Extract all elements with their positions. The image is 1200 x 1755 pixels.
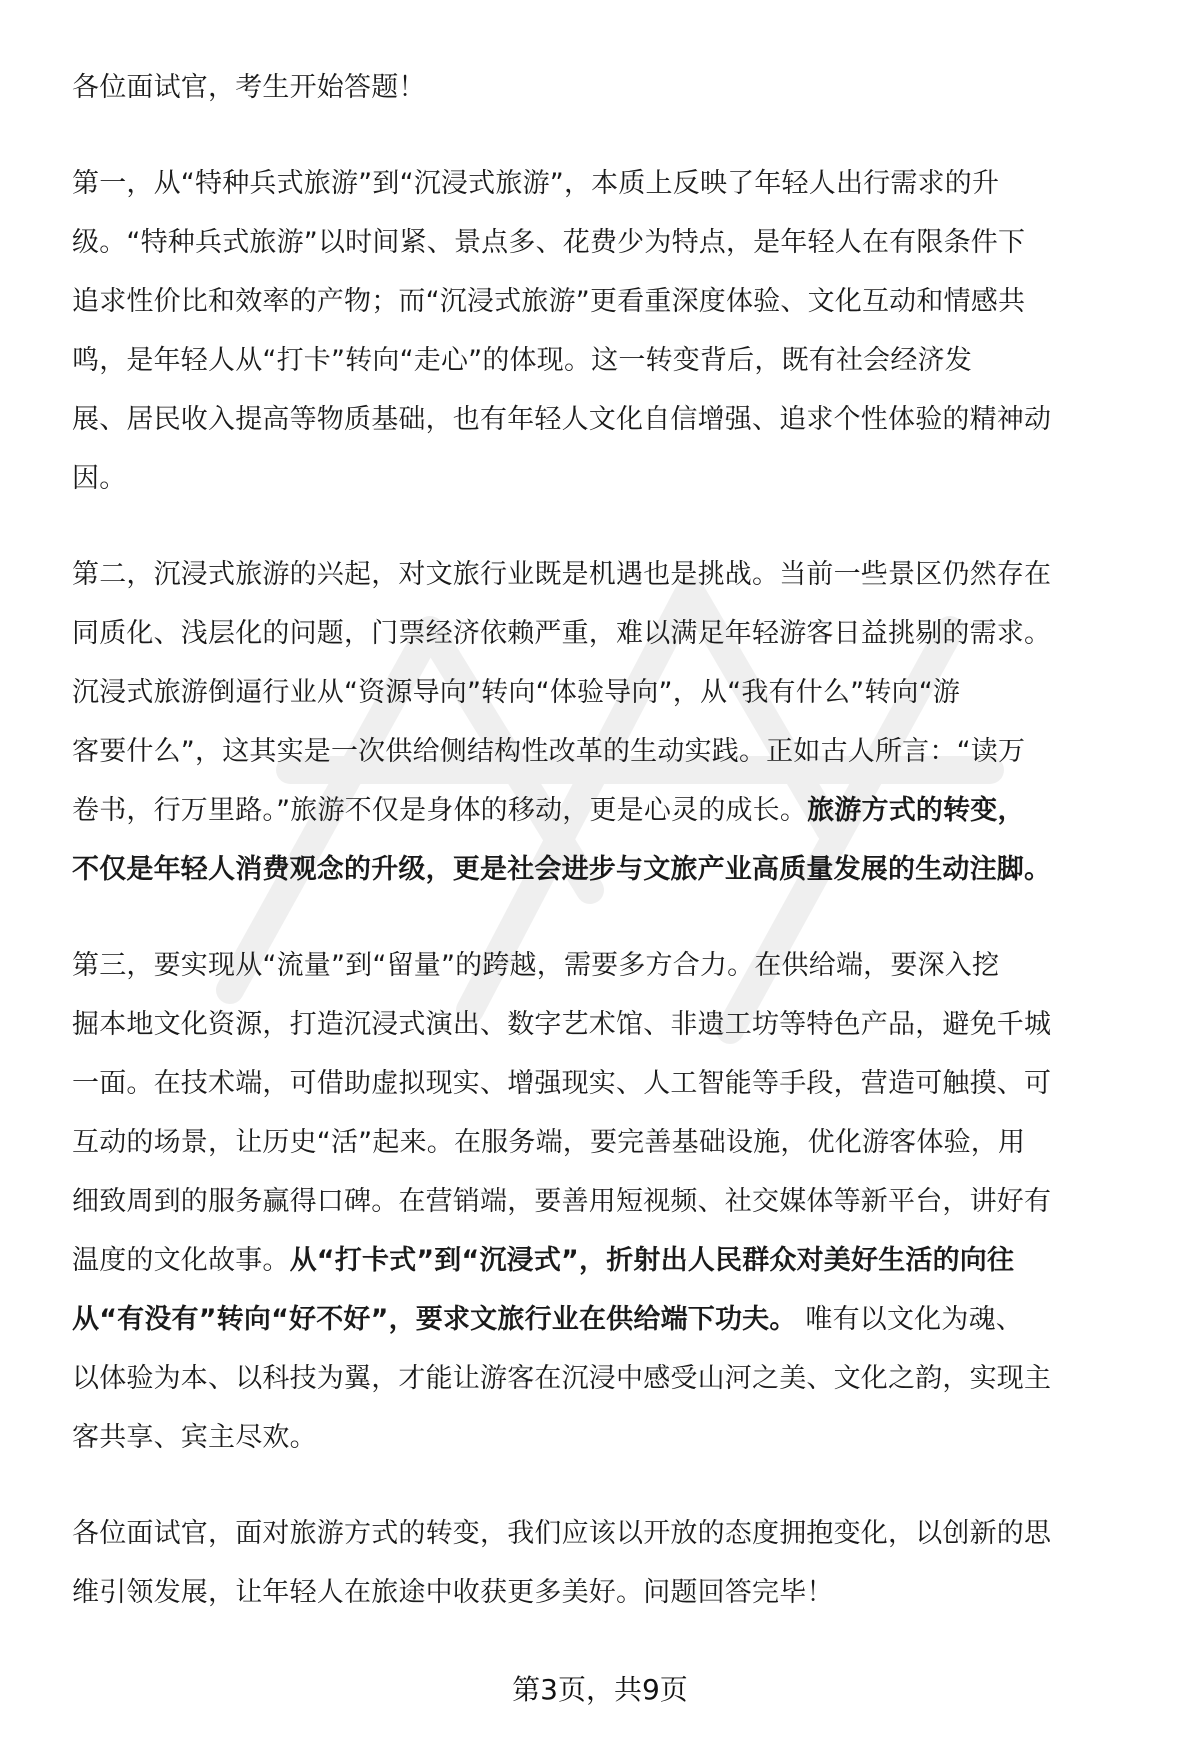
paragraph-gap	[72, 508, 1146, 545]
paragraph-gap	[72, 117, 1146, 154]
paragraph-gap	[72, 899, 1146, 936]
text-line: 第一，从“特种兵式旅游”到“沉浸式旅游”，本质上反映了年轻人出行需求的升	[72, 168, 1000, 199]
text-line: 各位面试官，面对旅游方式的转变，我们应该以开放的态度拥抱变化，以创新的思	[72, 1518, 1052, 1549]
text-segment: 卷书，行万里路。”旅游不仅是身体的移动，更是心灵的成长。	[72, 795, 808, 826]
text-line: 一面。在技术端，可借助虚拟现实、增强现实、人工智能等手段，营造可触摸、可	[72, 1068, 1052, 1099]
text-line: 客要什么”，这其实是一次供给侧结构性改革的生动实践。正如古人所言：“读万	[72, 736, 1026, 767]
text-line: 追求性价比和效率的产物；而“沉浸式旅游”更看重深度体验、文化互动和情感共	[72, 286, 1026, 317]
text-line	[72, 781, 1146, 840]
text-line: 展、居民收入提高等物质基础，也有年轻人文化自信增强、追求个性体验的精神动	[72, 404, 1052, 435]
text-segment: 温度的文化故事。	[72, 1245, 290, 1276]
text-line: 客共享、宾主尽欢。	[72, 1422, 317, 1453]
text-line: 鸣，是年轻人从“打卡”转向“走心”的体现。这一转变背后，既有社会经济发	[72, 345, 972, 376]
text-line: 同质化、浅层化的问题，门票经济依赖严重，难以满足年轻游客日益挑剔的需求。	[72, 618, 1052, 649]
paragraph-2	[72, 545, 1146, 899]
text-line	[72, 1231, 1146, 1290]
paragraph-3	[72, 936, 1146, 1467]
text-line: 第三，要实现从“流量”到“留量”的跨越，需要多方合力。在供给端，要深入挖	[72, 950, 1000, 981]
bold-text-segment: 旅游方式的转变，	[807, 795, 1025, 826]
text-line: 掘本地文化资源，打造沉浸式演出、数字艺术馆、非遗工坊等特色产品，避免千城	[72, 1009, 1052, 1040]
text-line: 第二，沉浸式旅游的兴起，对文旅行业既是机遇也是挑战。当前一些景区仍然存在	[72, 559, 1052, 590]
greeting-line: 各位面试官，考生开始答题！	[72, 72, 426, 103]
text-line: 细致周到的服务赢得口碑。在营销端，要善用短视频、社交媒体等新平台，讲好有	[72, 1186, 1052, 1217]
closing-paragraph	[72, 1504, 1146, 1622]
text-line: 级。“特种兵式旅游”以时间紧、景点多、花费少为特点，是年轻人在有限条件下	[72, 227, 1026, 258]
text-line: 互动的场景，让历史“活”起来。在服务端，要完善基础设施，优化游客体验，用	[72, 1127, 1026, 1158]
page-number: 第3页，共9页	[512, 1673, 688, 1706]
bold-text-line: 不仅是年轻人消费观念的升级，更是社会进步与文旅产业高质量发展的生动注脚。	[72, 854, 1052, 885]
text-line: 沉浸式旅游倒逼行业从“资源导向”转向“体验导向”，从“我有什么”转向“游	[72, 677, 961, 708]
text-line	[72, 1290, 1146, 1349]
text-line: 以体验为本、以科技为翼，才能让游客在沉浸中感受山河之美、文化之韵，实现主	[72, 1363, 1052, 1394]
text-line: 因。	[72, 463, 127, 494]
text-line: 维引领发展，让年轻人在旅途中收获更多美好。问题回答完毕！	[72, 1577, 834, 1608]
text-segment: 唯有以文化为魂、	[796, 1304, 1023, 1335]
bold-text-segment: 从“有没有”转向“好不好”，要求文旅行业在供给端下功夫。	[72, 1304, 797, 1335]
bold-text-segment: 从“打卡式”到“沉浸式”，折射出人民群众对美好生活的向往	[289, 1245, 1015, 1276]
paragraph-gap	[72, 1467, 1146, 1504]
paragraph-1	[72, 154, 1146, 508]
